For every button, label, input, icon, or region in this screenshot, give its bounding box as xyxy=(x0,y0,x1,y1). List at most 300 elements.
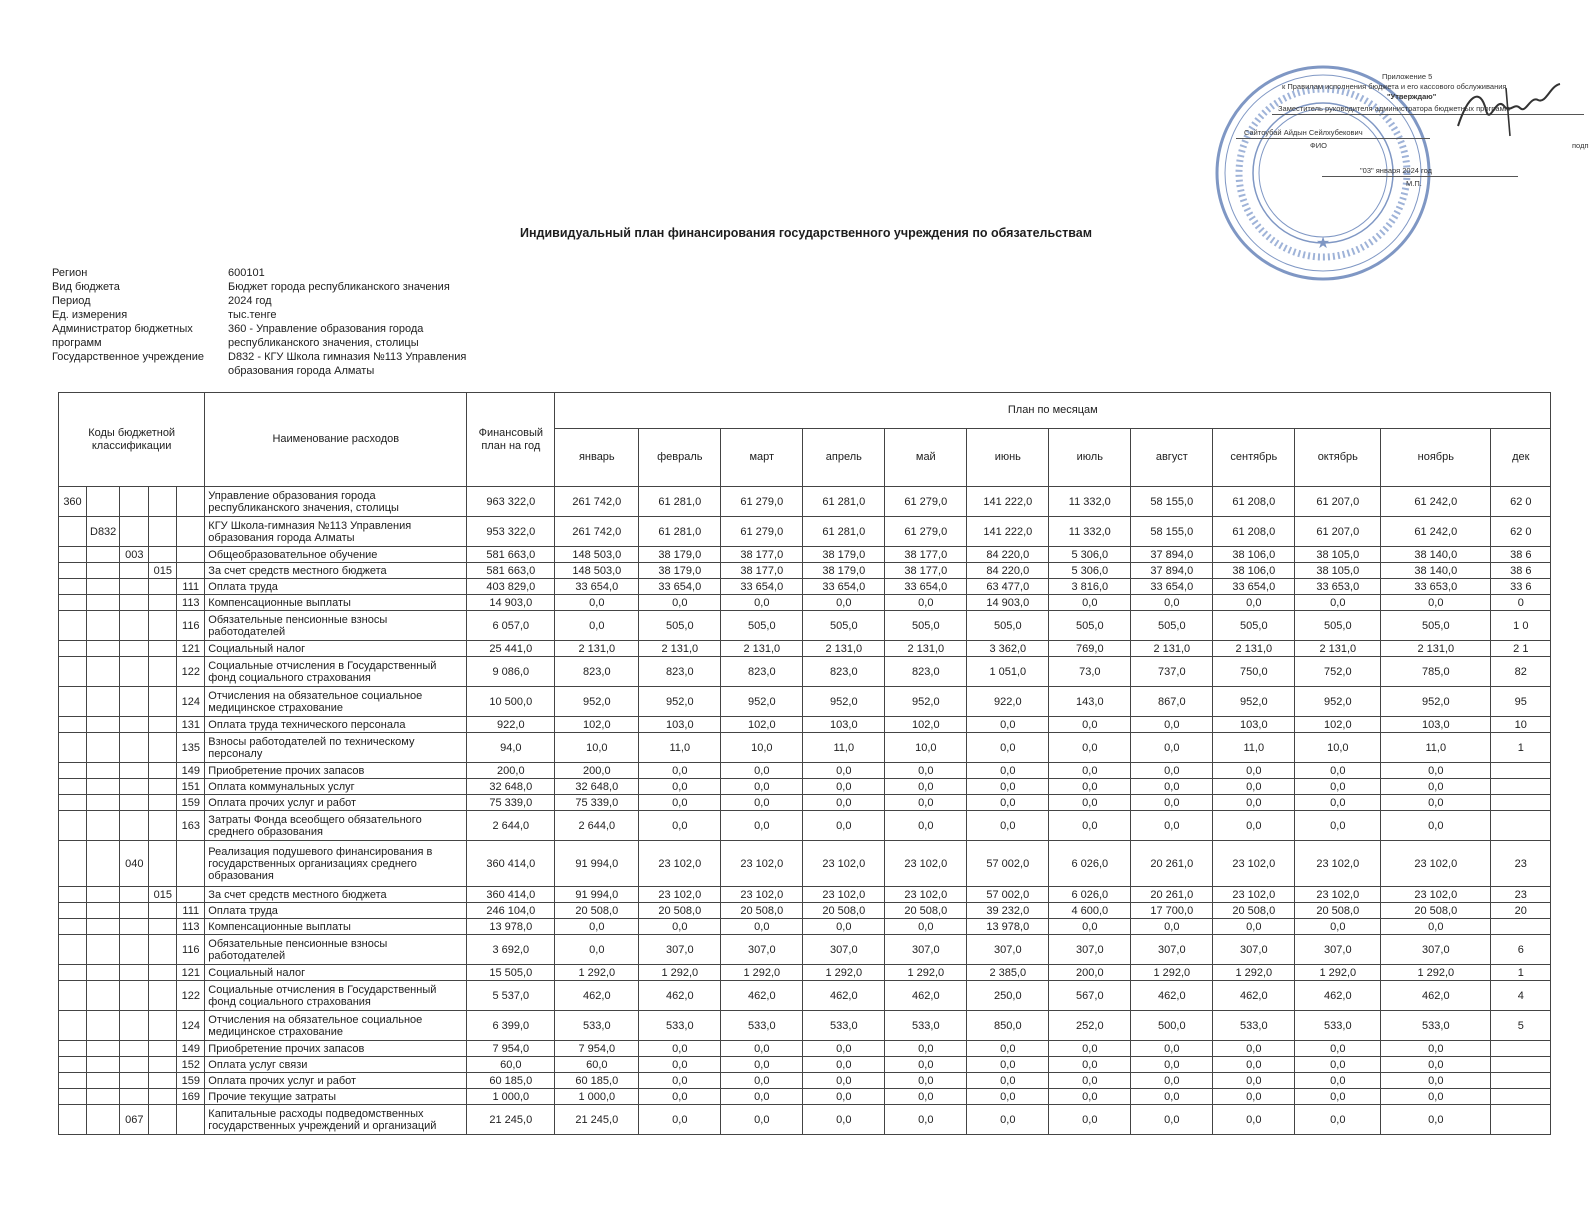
month-plan-cell: 10,0 xyxy=(1295,733,1381,763)
month-plan-cell: 0,0 xyxy=(1131,1089,1213,1105)
month-plan-cell: 33 6 xyxy=(1491,579,1551,595)
approval-sign-label: подп xyxy=(1572,141,1589,150)
info-value: D832 - КГУ Школа гимназия №113 Управления образования города Алматы xyxy=(228,351,467,377)
code-cell xyxy=(59,595,87,611)
code-cell xyxy=(177,517,205,547)
code-cell xyxy=(149,487,177,517)
month-plan-cell: 75 339,0 xyxy=(555,795,639,811)
code-cell xyxy=(59,841,87,887)
month-plan-cell: 10,0 xyxy=(885,733,967,763)
month-plan-cell: 1 292,0 xyxy=(803,965,885,981)
month-plan-cell: 533,0 xyxy=(639,1011,721,1041)
month-plan-cell: 0,0 xyxy=(803,919,885,935)
month-plan-cell: 38 105,0 xyxy=(1295,547,1381,563)
info-row-budget-type xyxy=(52,280,498,294)
code-cell xyxy=(120,579,149,595)
month-plan-cell: 38 179,0 xyxy=(639,547,721,563)
month-plan-cell: 61 279,0 xyxy=(885,517,967,547)
code-cell xyxy=(87,487,120,517)
month-plan-cell: 952,0 xyxy=(885,687,967,717)
month-plan-cell: 60,0 xyxy=(555,1057,639,1073)
month-plan-cell: 23 102,0 xyxy=(1381,841,1491,887)
month-plan-cell: 73,0 xyxy=(1049,657,1131,687)
month-plan-cell: 11,0 xyxy=(639,733,721,763)
month-plan-cell: 2 131,0 xyxy=(885,641,967,657)
month-plan-cell: 261 742,0 xyxy=(555,487,639,517)
month-plan-cell: 0,0 xyxy=(1049,1073,1131,1089)
month-plan-cell: 1 051,0 xyxy=(967,657,1049,687)
code-cell: 015 xyxy=(149,563,177,579)
header-months-group: План по месяцам xyxy=(555,393,1551,429)
month-plan-cell: 148 503,0 xyxy=(555,563,639,579)
code-cell xyxy=(87,595,120,611)
table-row xyxy=(59,579,1551,595)
code-cell: 159 xyxy=(177,1073,205,1089)
month-plan-cell: 0,0 xyxy=(1213,811,1295,841)
month-plan-cell: 505,0 xyxy=(1049,611,1131,641)
month-plan-cell: 0,0 xyxy=(967,717,1049,733)
code-cell xyxy=(149,1041,177,1057)
month-plan-cell: 38 177,0 xyxy=(885,563,967,579)
code-cell: 121 xyxy=(177,965,205,981)
code-cell: 131 xyxy=(177,717,205,733)
month-plan-cell: 103,0 xyxy=(1213,717,1295,733)
month-plan-cell: 0,0 xyxy=(1295,1105,1381,1135)
month-plan-cell: 38 177,0 xyxy=(721,547,803,563)
month-plan-cell: 823,0 xyxy=(555,657,639,687)
month-plan-cell: 0,0 xyxy=(1131,733,1213,763)
month-plan-cell: 2 131,0 xyxy=(555,641,639,657)
code-cell xyxy=(87,887,120,903)
code-cell xyxy=(87,981,120,1011)
month-plan-cell: 1 292,0 xyxy=(1381,965,1491,981)
table-row xyxy=(59,1057,1551,1073)
month-plan-cell: 2 385,0 xyxy=(967,965,1049,981)
code-cell xyxy=(120,687,149,717)
month-plan-cell: 0,0 xyxy=(885,1073,967,1089)
month-plan-cell: 307,0 xyxy=(639,935,721,965)
code-cell xyxy=(120,717,149,733)
month-plan-cell: 505,0 xyxy=(1213,611,1295,641)
month-plan-cell: 20 508,0 xyxy=(885,903,967,919)
table-row xyxy=(59,1011,1551,1041)
month-plan-cell: 2 131,0 xyxy=(1131,641,1213,657)
month-plan-cell: 23 102,0 xyxy=(1381,887,1491,903)
month-plan-cell: 0,0 xyxy=(1131,795,1213,811)
code-cell: 159 xyxy=(177,795,205,811)
approval-block xyxy=(1212,62,1589,292)
month-plan-cell: 0,0 xyxy=(885,763,967,779)
month-plan-cell: 38 106,0 xyxy=(1213,547,1295,563)
code-cell xyxy=(120,733,149,763)
month-plan-cell: 0,0 xyxy=(1049,595,1131,611)
code-cell xyxy=(59,657,87,687)
month-plan-cell xyxy=(1491,919,1551,935)
expense-name-cell: Обязательные пенсионные взносы работодателей xyxy=(205,935,467,965)
table-row xyxy=(59,611,1551,641)
table-row xyxy=(59,763,1551,779)
month-plan-cell: 102,0 xyxy=(1295,717,1381,733)
code-cell: 121 xyxy=(177,641,205,657)
approval-date: "03" января 2024 год xyxy=(1360,166,1432,175)
month-plan-cell: 33 654,0 xyxy=(555,579,639,595)
header-month: май xyxy=(885,429,967,487)
month-plan-cell: 23 102,0 xyxy=(1213,841,1295,887)
month-plan-cell: 57 002,0 xyxy=(967,841,1049,887)
code-cell xyxy=(87,795,120,811)
table-row xyxy=(59,717,1551,733)
annual-plan-cell: 14 903,0 xyxy=(467,595,555,611)
header-month: ноябрь xyxy=(1381,429,1491,487)
info-row-institution xyxy=(52,350,498,378)
month-plan-cell: 2 131,0 xyxy=(1381,641,1491,657)
code-cell: 113 xyxy=(177,595,205,611)
header-month: дек xyxy=(1491,429,1551,487)
month-plan-cell: 0,0 xyxy=(1213,595,1295,611)
month-plan-cell: 61 208,0 xyxy=(1213,517,1295,547)
month-plan-cell: 2 131,0 xyxy=(1213,641,1295,657)
month-plan-cell: 0,0 xyxy=(639,1057,721,1073)
month-plan-cell: 0,0 xyxy=(1295,595,1381,611)
code-cell xyxy=(177,841,205,887)
info-row-period xyxy=(52,294,498,308)
month-plan-cell: 5 306,0 xyxy=(1049,547,1131,563)
month-plan-cell: 0,0 xyxy=(1381,763,1491,779)
month-plan-cell: 23 102,0 xyxy=(639,841,721,887)
code-cell xyxy=(149,547,177,563)
approval-approve: "Утверждаю" xyxy=(1387,92,1437,101)
month-plan-cell: 0,0 xyxy=(1049,811,1131,841)
code-cell: 149 xyxy=(177,763,205,779)
table-row xyxy=(59,887,1551,903)
code-cell xyxy=(59,795,87,811)
code-cell xyxy=(149,903,177,919)
month-plan-cell: 533,0 xyxy=(1295,1011,1381,1041)
month-plan-cell: 0,0 xyxy=(639,795,721,811)
month-plan-cell: 20 508,0 xyxy=(1295,903,1381,919)
month-plan-cell: 0,0 xyxy=(1131,919,1213,935)
month-plan-cell: 102,0 xyxy=(555,717,639,733)
month-plan-cell: 61 279,0 xyxy=(721,487,803,517)
month-plan-cell: 0,0 xyxy=(639,763,721,779)
month-plan-cell: 567,0 xyxy=(1049,981,1131,1011)
month-plan-cell: 0,0 xyxy=(721,919,803,935)
code-cell xyxy=(120,595,149,611)
month-plan-cell: 0,0 xyxy=(803,1057,885,1073)
month-plan-cell: 307,0 xyxy=(1295,935,1381,965)
info-row-unit xyxy=(52,308,498,322)
month-plan-cell: 20 508,0 xyxy=(721,903,803,919)
table-row xyxy=(59,1041,1551,1057)
table-row xyxy=(59,965,1551,981)
month-plan-cell: 505,0 xyxy=(721,611,803,641)
month-plan-cell: 0,0 xyxy=(1213,763,1295,779)
code-cell xyxy=(87,811,120,841)
code-cell xyxy=(149,657,177,687)
annual-plan-cell: 581 663,0 xyxy=(467,563,555,579)
month-plan-cell: 11,0 xyxy=(1213,733,1295,763)
month-plan-cell: 58 155,0 xyxy=(1131,487,1213,517)
month-plan-cell: 0,0 xyxy=(1295,811,1381,841)
month-plan-cell: 0,0 xyxy=(639,1105,721,1135)
month-plan-cell: 1 xyxy=(1491,965,1551,981)
code-cell: 015 xyxy=(149,887,177,903)
month-plan-cell: 0,0 xyxy=(639,595,721,611)
month-plan-cell: 0,0 xyxy=(1381,919,1491,935)
month-plan-cell: 533,0 xyxy=(1213,1011,1295,1041)
month-plan-cell: 505,0 xyxy=(1295,611,1381,641)
month-plan-cell: 20 508,0 xyxy=(1381,903,1491,919)
info-label: Администратор бюджетных программ xyxy=(52,323,193,349)
month-plan-cell: 0,0 xyxy=(1213,919,1295,935)
month-plan-cell: 0,0 xyxy=(1049,1105,1131,1135)
header-month: октябрь xyxy=(1295,429,1381,487)
annual-plan-cell: 60,0 xyxy=(467,1057,555,1073)
expense-name-cell: Оплата труда технического персонала xyxy=(205,717,467,733)
month-plan-cell: 0,0 xyxy=(1295,779,1381,795)
month-plan-cell: 33 654,0 xyxy=(1131,579,1213,595)
month-plan-cell: 0,0 xyxy=(967,733,1049,763)
month-plan-cell: 0,0 xyxy=(1213,1057,1295,1073)
month-plan-cell: 0,0 xyxy=(639,1089,721,1105)
month-plan-cell: 95 xyxy=(1491,687,1551,717)
code-cell: 124 xyxy=(177,1011,205,1041)
month-plan-cell: 2 131,0 xyxy=(721,641,803,657)
header-codes: Коды бюджетной классификации xyxy=(59,393,205,487)
code-cell xyxy=(120,563,149,579)
table-row xyxy=(59,687,1551,717)
code-cell: 149 xyxy=(177,1041,205,1057)
expense-name-cell: За счет средств местного бюджета xyxy=(205,887,467,903)
month-plan-cell: 20 xyxy=(1491,903,1551,919)
month-plan-cell: 0,0 xyxy=(555,595,639,611)
month-plan-cell: 0 xyxy=(1491,595,1551,611)
annual-plan-cell: 2 644,0 xyxy=(467,811,555,841)
month-plan-cell: 33 653,0 xyxy=(1295,579,1381,595)
code-cell xyxy=(59,887,87,903)
month-plan-cell: 11,0 xyxy=(803,733,885,763)
info-label: Вид бюджета xyxy=(52,281,120,293)
month-plan-cell: 82 xyxy=(1491,657,1551,687)
approval-position: Заместитель руководителя администратора бюджетных программ xyxy=(1278,104,1510,113)
approval-appendix: Приложение 5 xyxy=(1382,72,1433,81)
month-plan-cell: 0,0 xyxy=(1295,1073,1381,1089)
month-plan-cell xyxy=(1491,763,1551,779)
code-cell: 151 xyxy=(177,779,205,795)
expense-name-cell: Прочие текущие затраты xyxy=(205,1089,467,1105)
header-month: сентябрь xyxy=(1213,429,1295,487)
expense-name-cell: Оплата прочих услуг и работ xyxy=(205,795,467,811)
month-plan-cell: 62 0 xyxy=(1491,487,1551,517)
code-cell xyxy=(149,811,177,841)
month-plan-cell: 38 105,0 xyxy=(1295,563,1381,579)
annual-plan-cell: 581 663,0 xyxy=(467,547,555,563)
annual-plan-cell: 922,0 xyxy=(467,717,555,733)
code-cell xyxy=(87,763,120,779)
code-cell xyxy=(87,547,120,563)
info-row-administrator xyxy=(52,322,498,350)
code-cell xyxy=(120,1057,149,1073)
code-cell xyxy=(177,563,205,579)
month-plan-cell: 533,0 xyxy=(885,1011,967,1041)
month-plan-cell: 61 281,0 xyxy=(639,487,721,517)
month-plan-cell: 11 332,0 xyxy=(1049,487,1131,517)
month-plan-cell: 23 102,0 xyxy=(1295,887,1381,903)
month-plan-cell: 0,0 xyxy=(1295,1089,1381,1105)
month-plan-cell: 0,0 xyxy=(967,1073,1049,1089)
table-row xyxy=(59,733,1551,763)
month-plan-cell: 505,0 xyxy=(967,611,1049,641)
table-row xyxy=(59,981,1551,1011)
month-plan-cell: 0,0 xyxy=(721,1089,803,1105)
header-name: Наименование расходов xyxy=(205,393,467,487)
month-plan-cell: 0,0 xyxy=(1049,1089,1131,1105)
header-month: январь xyxy=(555,429,639,487)
month-plan-cell: 61 281,0 xyxy=(639,517,721,547)
month-plan-cell: 38 6 xyxy=(1491,547,1551,563)
annual-plan-cell: 10 500,0 xyxy=(467,687,555,717)
annual-plan-cell: 360 414,0 xyxy=(467,887,555,903)
month-plan-cell: 38 140,0 xyxy=(1381,547,1491,563)
code-cell: 124 xyxy=(177,687,205,717)
month-plan-cell: 0,0 xyxy=(721,595,803,611)
month-plan-cell: 0,0 xyxy=(1131,1073,1213,1089)
month-plan-cell: 0,0 xyxy=(1131,1041,1213,1057)
code-cell: 122 xyxy=(177,981,205,1011)
table-row xyxy=(59,1089,1551,1105)
code-cell xyxy=(59,733,87,763)
month-plan-cell: 21 245,0 xyxy=(555,1105,639,1135)
code-cell xyxy=(149,779,177,795)
annual-plan-cell: 32 648,0 xyxy=(467,779,555,795)
table-row xyxy=(59,903,1551,919)
header-plan: Финансовый план на год xyxy=(467,393,555,487)
code-cell xyxy=(87,657,120,687)
month-plan-cell: 23 102,0 xyxy=(803,887,885,903)
month-plan-cell: 143,0 xyxy=(1049,687,1131,717)
month-plan-cell: 533,0 xyxy=(803,1011,885,1041)
month-plan-cell: 0,0 xyxy=(1381,1073,1491,1089)
month-plan-cell: 60 185,0 xyxy=(555,1073,639,1089)
expense-name-cell: Приобретение прочих запасов xyxy=(205,763,467,779)
month-plan-cell: 505,0 xyxy=(1381,611,1491,641)
month-plan-cell: 462,0 xyxy=(803,981,885,1011)
code-cell: 122 xyxy=(177,657,205,687)
month-plan-cell: 0,0 xyxy=(721,1041,803,1057)
month-plan-cell: 23 102,0 xyxy=(885,887,967,903)
table-row xyxy=(59,657,1551,687)
month-plan-cell: 0,0 xyxy=(1213,1041,1295,1057)
month-plan-cell: 823,0 xyxy=(885,657,967,687)
code-cell xyxy=(87,1011,120,1041)
month-plan-cell: 850,0 xyxy=(967,1011,1049,1041)
month-plan-cell: 20 508,0 xyxy=(1213,903,1295,919)
code-cell: 111 xyxy=(177,579,205,595)
expense-name-cell: Затраты Фонда всеобщего обязательного среднего образования xyxy=(205,811,467,841)
code-cell xyxy=(120,811,149,841)
code-cell xyxy=(59,1011,87,1041)
code-cell xyxy=(59,1073,87,1089)
code-cell xyxy=(59,935,87,965)
month-plan-cell: 0,0 xyxy=(1049,795,1131,811)
month-plan-cell: 23 102,0 xyxy=(1295,841,1381,887)
month-plan-cell: 0,0 xyxy=(803,811,885,841)
approval-mp: М.П. xyxy=(1406,179,1422,188)
month-plan-cell: 0,0 xyxy=(1213,795,1295,811)
annual-plan-cell: 6 399,0 xyxy=(467,1011,555,1041)
month-plan-cell: 91 994,0 xyxy=(555,887,639,903)
expense-name-cell: Оплата труда xyxy=(205,579,467,595)
code-cell xyxy=(177,547,205,563)
code-cell xyxy=(87,687,120,717)
month-plan-cell: 0,0 xyxy=(555,935,639,965)
annual-plan-cell: 1 000,0 xyxy=(467,1089,555,1105)
month-plan-cell: 769,0 xyxy=(1049,641,1131,657)
code-cell xyxy=(59,965,87,981)
expense-name-cell: Оплата услуг связи xyxy=(205,1057,467,1073)
info-label: Ед. измерения xyxy=(52,309,128,321)
month-plan-cell: 61 279,0 xyxy=(885,487,967,517)
table-row xyxy=(59,595,1551,611)
month-plan-cell: 37 894,0 xyxy=(1131,563,1213,579)
annual-plan-cell: 953 322,0 xyxy=(467,517,555,547)
month-plan-cell: 61 208,0 xyxy=(1213,487,1295,517)
month-plan-cell: 0,0 xyxy=(1049,919,1131,935)
month-plan-cell: 785,0 xyxy=(1381,657,1491,687)
code-cell xyxy=(120,919,149,935)
month-plan-cell: 0,0 xyxy=(1381,779,1491,795)
code-cell xyxy=(120,1073,149,1089)
month-plan-cell: 61 281,0 xyxy=(803,487,885,517)
month-plan-cell: 200,0 xyxy=(1049,965,1131,981)
expense-name-cell: Социальный налог xyxy=(205,965,467,981)
month-plan-cell: 2 131,0 xyxy=(639,641,721,657)
info-row-region xyxy=(52,266,498,280)
month-plan-cell: 0,0 xyxy=(885,1057,967,1073)
code-cell xyxy=(87,779,120,795)
month-plan-cell: 0,0 xyxy=(1295,1041,1381,1057)
month-plan-cell: 307,0 xyxy=(1213,935,1295,965)
month-plan-cell: 0,0 xyxy=(639,1041,721,1057)
code-cell xyxy=(120,487,149,517)
code-cell: 163 xyxy=(177,811,205,841)
code-cell xyxy=(120,1041,149,1057)
code-cell xyxy=(87,1041,120,1057)
month-plan-cell: 0,0 xyxy=(721,795,803,811)
code-cell: 111 xyxy=(177,903,205,919)
table-row xyxy=(59,547,1551,563)
info-value: тыс.тенге xyxy=(228,309,277,321)
month-plan-cell: 11,0 xyxy=(1381,733,1491,763)
info-label: Регион xyxy=(52,267,88,279)
info-value: 2024 год xyxy=(228,295,272,307)
month-plan-cell: 952,0 xyxy=(721,687,803,717)
month-plan-cell: 2 131,0 xyxy=(1295,641,1381,657)
month-plan-cell: 500,0 xyxy=(1131,1011,1213,1041)
code-cell: 152 xyxy=(177,1057,205,1073)
month-plan-cell: 33 654,0 xyxy=(803,579,885,595)
expense-name-cell: КГУ Школа-гимназия №113 Управления образования города Алматы xyxy=(205,517,467,547)
month-plan-cell: 0,0 xyxy=(967,763,1049,779)
table-row xyxy=(59,641,1551,657)
month-plan-cell: 33 654,0 xyxy=(885,579,967,595)
expense-name-cell: Компенсационные выплаты xyxy=(205,919,467,935)
code-cell xyxy=(59,779,87,795)
month-plan-cell: 10 xyxy=(1491,717,1551,733)
month-plan-cell: 0,0 xyxy=(1213,1105,1295,1135)
code-cell xyxy=(59,687,87,717)
month-plan-cell: 922,0 xyxy=(967,687,1049,717)
